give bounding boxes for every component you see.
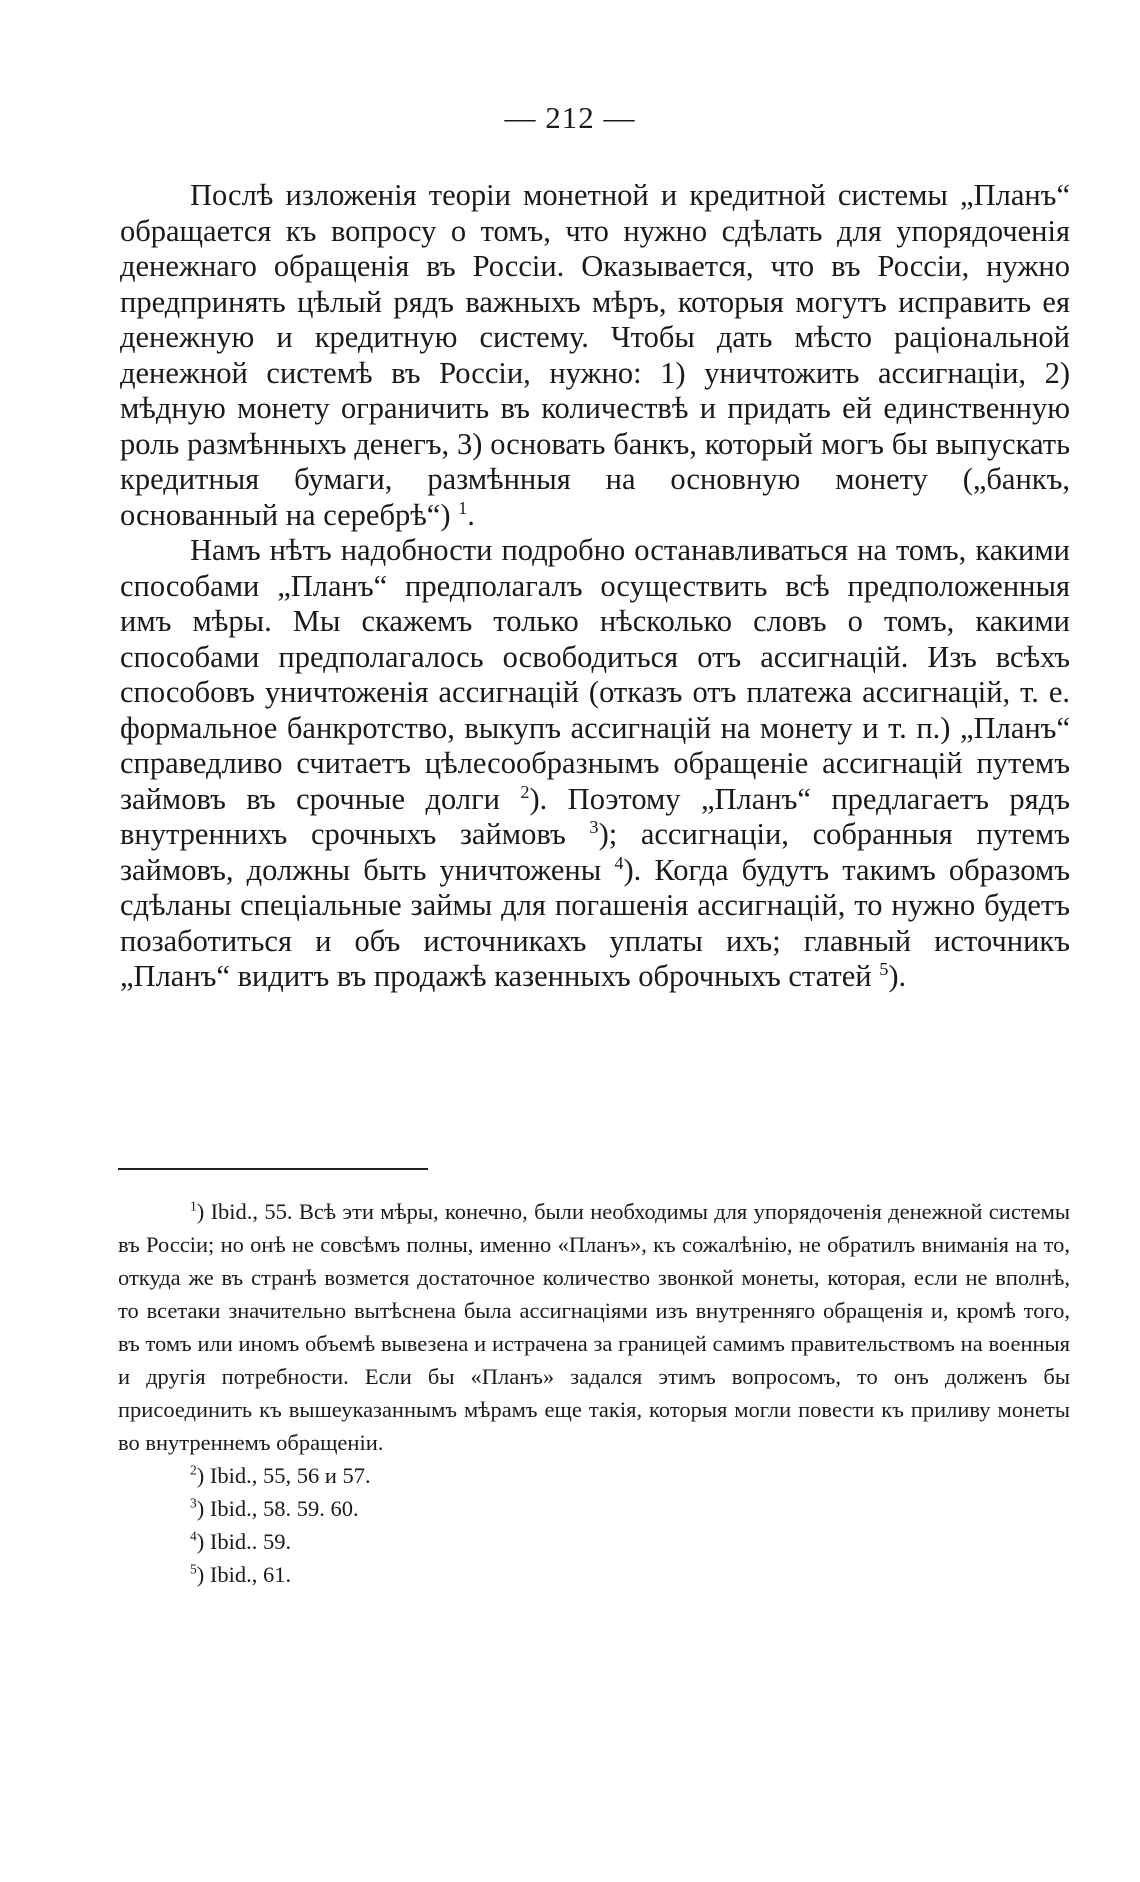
footnote-mark: 5 <box>190 1561 197 1577</box>
footnote-text: ) Ibid., 55. Всѣ эти мѣры, конечно, были необходимы для упорядоченія денежной системы въ Россіи; но онѣ не совсѣмъ полны, именно «Планъ», къ сожалѣнію, не обратилъ вниманія на то, откуда же въ странѣ возмется достаточное количество звонкой монеты, которая, если не вполнѣ, то всетаки значительно вытѣснена была ассигнаціями изъ внутренняго обращенія и, кромѣ того, въ томъ или иномъ объемѣ вывезена и истрачена за границей самимъ правительствомъ на военныя и другія потребности. Если бы «Планъ» задался этимъ вопросомъ, то онъ долженъ бы присоединить къ вышеуказаннымъ мѣрамъ еще такія, которыя могли повести къ приливу монеты во внутреннемъ обращеніи. <box>118 1199 1070 1455</box>
footnote-mark: 4 <box>190 1528 197 1544</box>
footnote-3 <box>118 1492 1070 1525</box>
page-number: — 212 — <box>504 100 636 135</box>
paragraph-2-seg-4: ). Когда будутъ такимъ образомъ сдѣланы спеціальные займы для погашенія ассигнацій, то нужно будетъ позаботиться и объ источникахъ уплаты ихъ; главный источникъ „Планъ“ видитъ въ продажѣ казенныхъ оброчныхъ статей <box>120 852 1070 993</box>
main-text <box>120 178 1070 995</box>
footnotes <box>118 1195 1070 1591</box>
footnote-1 <box>118 1195 1070 1459</box>
footnote-text: ) Ibid., 55, 56 и 57. <box>196 1463 371 1488</box>
paragraph-1 <box>120 178 1070 533</box>
footnote-divider <box>118 1168 428 1170</box>
footnote-ref-2: 2 <box>520 781 530 802</box>
footnote-ref-1: 1 <box>458 497 468 518</box>
footnote-text: ) Ibid., 58. 59. 60. <box>196 1496 359 1521</box>
footnote-4 <box>118 1525 1070 1558</box>
paragraph-2-seg-1: Намъ нѣтъ надобности подробно останавливаться на томъ, какими способами „Планъ“ предполагалъ осуществить всѣ предположенныя имъ мѣры. Мы скажемъ только нѣсколько словъ о томъ, какими способами предполагалось освободиться отъ ассигнацій. Изъ всѣхъ способовъ уничтоженія ассигнацій (отказъ отъ платежа ассигнацій, т. е. формальное банкротство, выкупъ ассигнацій на монету и т. п.) „Планъ“ справедливо считаетъ цѣлесообразнымъ обращеніе ассигнацій путемъ займовъ въ срочные долги <box>120 533 1070 816</box>
footnote-2 <box>118 1459 1070 1492</box>
paragraph-2-seg-2: ). Поэтому „Планъ“ предлагаетъ рядъ внутреннихъ срочныхъ займовъ <box>120 781 1070 851</box>
paragraph-1-text: Послѣ изложенія теоріи монетной и кредитной системы „Планъ“ обращается къ вопросу о томъ, что нужно сдѣлать для упорядоченія денежнаго обращенія въ Россіи. Оказывается, что въ Россіи, нужно предпринять цѣлый рядъ важныхъ мѣръ, которыя могутъ исправить ея денежную и кредитную систему. Чтобы дать мѣсто раціональной денежной системѣ въ Россіи, нужно: 1) уничтожить ассигнаціи, 2) мѣдную монету ограничить въ количествѣ и придать ей единственную роль размѣнныхъ денегъ, 3) основать банкъ, который могъ бы выпускать кредитныя бумаги, размѣнныя на основную монету („банкъ, основанный на серебрѣ“) <box>120 178 1070 532</box>
footnote-ref-5: 5 <box>879 958 889 979</box>
footnote-ref-3: 3 <box>589 816 599 837</box>
paragraph-2-seg-5: ). <box>888 959 907 993</box>
footnote-mark: 3 <box>190 1495 197 1511</box>
footnote-ref-4: 4 <box>614 852 624 873</box>
footnote-5 <box>118 1558 1070 1591</box>
paragraph-2 <box>120 533 1070 995</box>
paragraph-1-tail: . <box>467 497 475 532</box>
footnote-mark: 2 <box>190 1462 197 1478</box>
footnote-mark: 1 <box>190 1198 197 1214</box>
paragraph-2-seg-3: ); ассигнаціи, собранныя путемъ займовъ, должны быть уничтожены <box>120 817 1071 887</box>
footnote-text: ) Ibid., 61. <box>196 1562 292 1587</box>
footnote-text: ) Ibid.. 59. <box>196 1529 292 1554</box>
